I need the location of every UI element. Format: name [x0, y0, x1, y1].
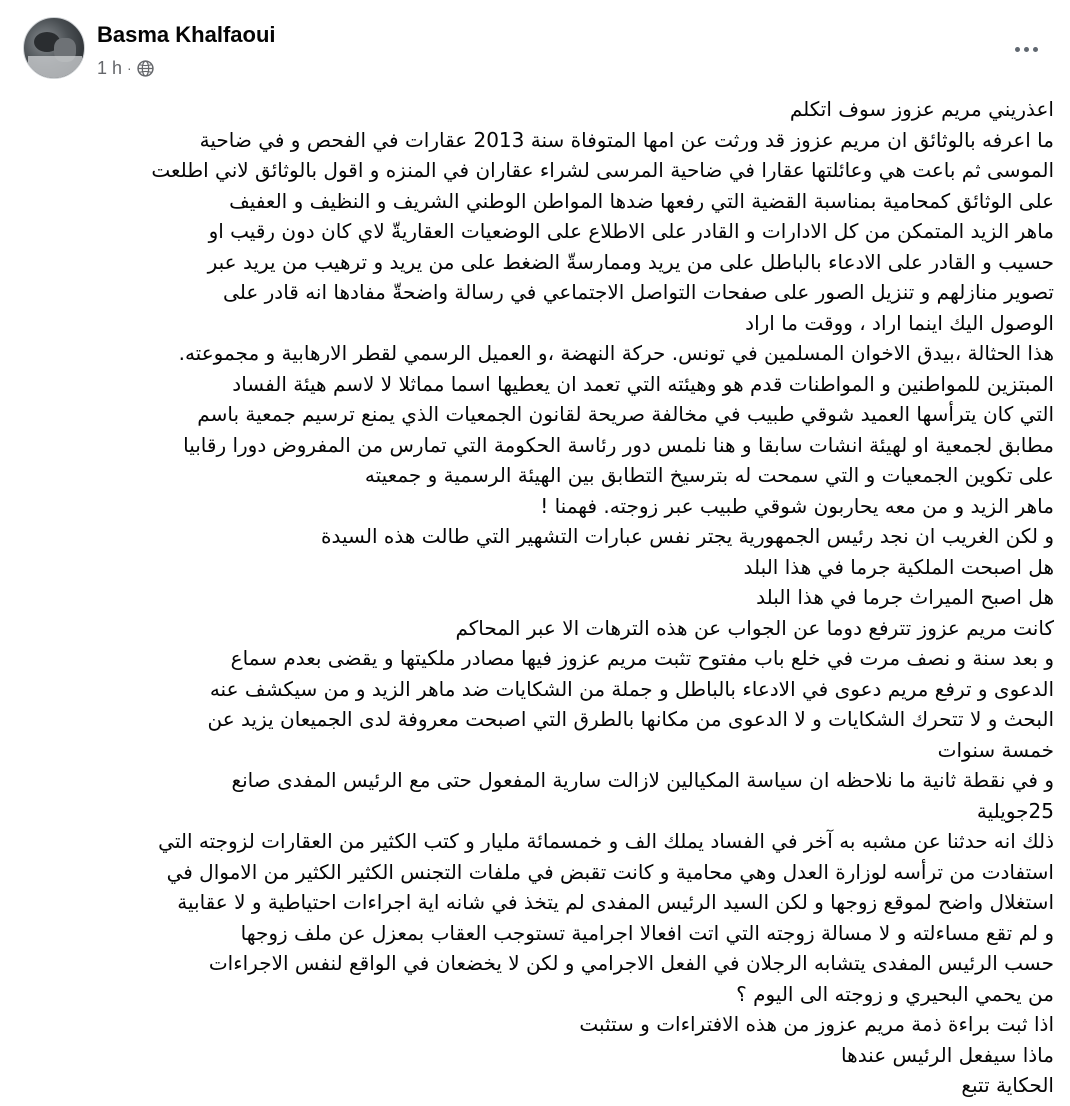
author-name[interactable]: Basma Khalfaoui [97, 22, 276, 47]
post-text-line: ماهر الزيد المتمكن من كل الادارات و القادر على الاطلاع على الوضعيات العقاريةّ لاي كان دون رقيب او [208, 219, 1054, 243]
avatar-shape [28, 56, 82, 78]
post-text-line: استغلال واضح لموقع زوجها و لكن السيد الرئيس المفدى لم يتخذ في شانه اية اجراءات احتياطية و لا عقابية [177, 890, 1054, 914]
post-text-line: البحث و لا تتحرك الشكايات و لا الدعوى من مكانها بالطرق التي اصبحت معروفة لدى الجميعان يزيد عن [207, 707, 1054, 731]
post-meta [97, 57, 154, 79]
post-text-line: هذا الحثالة ،بيدق الاخوان المسلمين في تونس. حركة النهضة ،و العميل الرسمي لقطر الارهابية و مجموعته. [178, 341, 1054, 365]
meta-separator: · [127, 60, 132, 76]
post-timestamp[interactable]: 1 h [97, 57, 123, 78]
post-body [14, 94, 1054, 1106]
post-text-line: و لم تقع مساءلته و لا مسالة زوجته التي اتت افعالا اجرامية تستوجب العقاب بمعزل عن ملف زوجها [240, 920, 1054, 945]
post-text-line: مطابق لجمعية او لهيئة انشات سابقا و هنا نلمس دور رئاسة الحكومة التي تمارس من المفروض دورا رقابيا [183, 432, 1054, 457]
post-text-line: الدعوى و ترفع مريم دعوى في الادعاء بالباطل و جملة من الشكايات ضد ماهر الزيد و من سيكشف عنه [209, 676, 1054, 701]
post-text-line: و لكن الغريب ان نجد رئيس الجمهورية يجتر نفس عبارات التشهير التي طالت هذه السيدة [321, 524, 1054, 548]
post-text-line: و بعد سنة و نصف مرت في خلع باب مفتوح تثبت مريم عزوز فيها مصادر ملكيتها و يقضى بعدم سماع [230, 646, 1054, 670]
post-text-line: الحكاية تتبع [961, 1073, 1054, 1097]
post-text-line: خمسة سنوات [937, 737, 1054, 762]
post-text-line: استفادت من ترأسه لوزارة العدل وهي محامية و كانت تقبض في ملفات التجنس الكثير الكثير من الاموال في [166, 859, 1054, 884]
more-options-icon [1015, 47, 1020, 52]
post-text-line: على تكوين الجمعيات و التي سمحت له بترسيخ التطابق بين الهيئة الرسمية و جمعيته [364, 463, 1054, 487]
post-text-line: كانت مريم عزوز تترفع دوما عن الجواب عن هذه الترهات الا عبر المحاكم [455, 615, 1054, 640]
post-text-line: حسيب و القادر على الادعاء بالباطل على من يريد وممارسةّ الضغط على من يريد و ترهيب من يريد عبر [207, 249, 1054, 274]
post-text-line: ماذا سيفعل الرئيس عندها [841, 1042, 1054, 1067]
post-text-line: ذلك انه حدثنا عن مشبه به آخر في الفساد يملك الف و خمسمائة مليار و كتب الكثير من العقارات لزوجته التي [158, 829, 1054, 853]
post-text-line: 25جويلية [976, 798, 1054, 823]
post-text-line: الموسى ثم باعت هي وعائلتها عقارا في ضاحية المرسى لشراء عقاران في المنزه و اقول بالوثائق لاني اطلعت [151, 158, 1054, 182]
more-options-icon [1024, 47, 1029, 52]
post-text-line: المبتزين للمواطنين و المواطنات قدم هو وهيئته التي تعمد ان يعطيها اسما مماثلا لا لاسم هيئة الفساد [232, 371, 1054, 396]
post-text-line: حسب الرئيس المفدى يتشابه الرجلان في الفعل الاجرامي و لكن لا يخضعان في الواقع لنفس الاجراءات [208, 951, 1054, 975]
globe-icon[interactable] [137, 60, 154, 77]
post-text-line: تصوير منازلهم و تنزيل الصور على صفحات التواصل الاجتماعي في رسالة واضحةّ مفادها انه قادر على [223, 280, 1054, 304]
post-text-line: اذا ثبت براءة ذمة مريم عزوز من هذه الافتراءات و ستثبت [579, 1012, 1054, 1036]
post-text-line: ما اعرفه بالوثائق ان مريم عزوز قد ورثت عن امها المتوفاة سنة 2013 عقارات في الفحص و في ضاحية [199, 127, 1054, 152]
post-text-line: ماهر الزيد و من معه يحاربون شوقي طبيب عبر زوجته. فهمنا ! [540, 493, 1054, 518]
post-text-line: هل اصبحت الملكية جرما في هذا البلد [743, 554, 1054, 579]
post-header [0, 0, 1070, 90]
more-options-button[interactable] [1004, 34, 1048, 64]
post-text-line: الوصول اليك اينما اراد ، ووقت ما اراد [745, 310, 1054, 335]
more-options-icon [1033, 47, 1038, 52]
post-text-line: اعذريني مريم عزوز سوف اتكلم [789, 97, 1054, 121]
post-text-line: هل اصبح الميراث جرما في هذا البلد [756, 585, 1054, 609]
post-text-line: و في نقطة ثانية ما نلاحظه ان سياسة المكيالين لازالت سارية المفعول حتى مع الرئيس المفدى صانع [231, 768, 1054, 792]
post-text-line: التي كان يترأسها العميد شوقي طبيب في مخالفة صريحة لقانون الجمعيات الذي يمنع ترسيم جمعية باسم [197, 402, 1054, 426]
post-text [14, 94, 1054, 1101]
author-avatar[interactable] [23, 17, 85, 79]
post-text-line: من يحمي البحيري و زوجته الى اليوم ؟ [736, 981, 1054, 1006]
post-text-line: على الوثائق كمحامية بمناسبة القضية التي رفعها ضدها المواطن الوطني الشريف و النظيف و العفيف [229, 188, 1054, 213]
